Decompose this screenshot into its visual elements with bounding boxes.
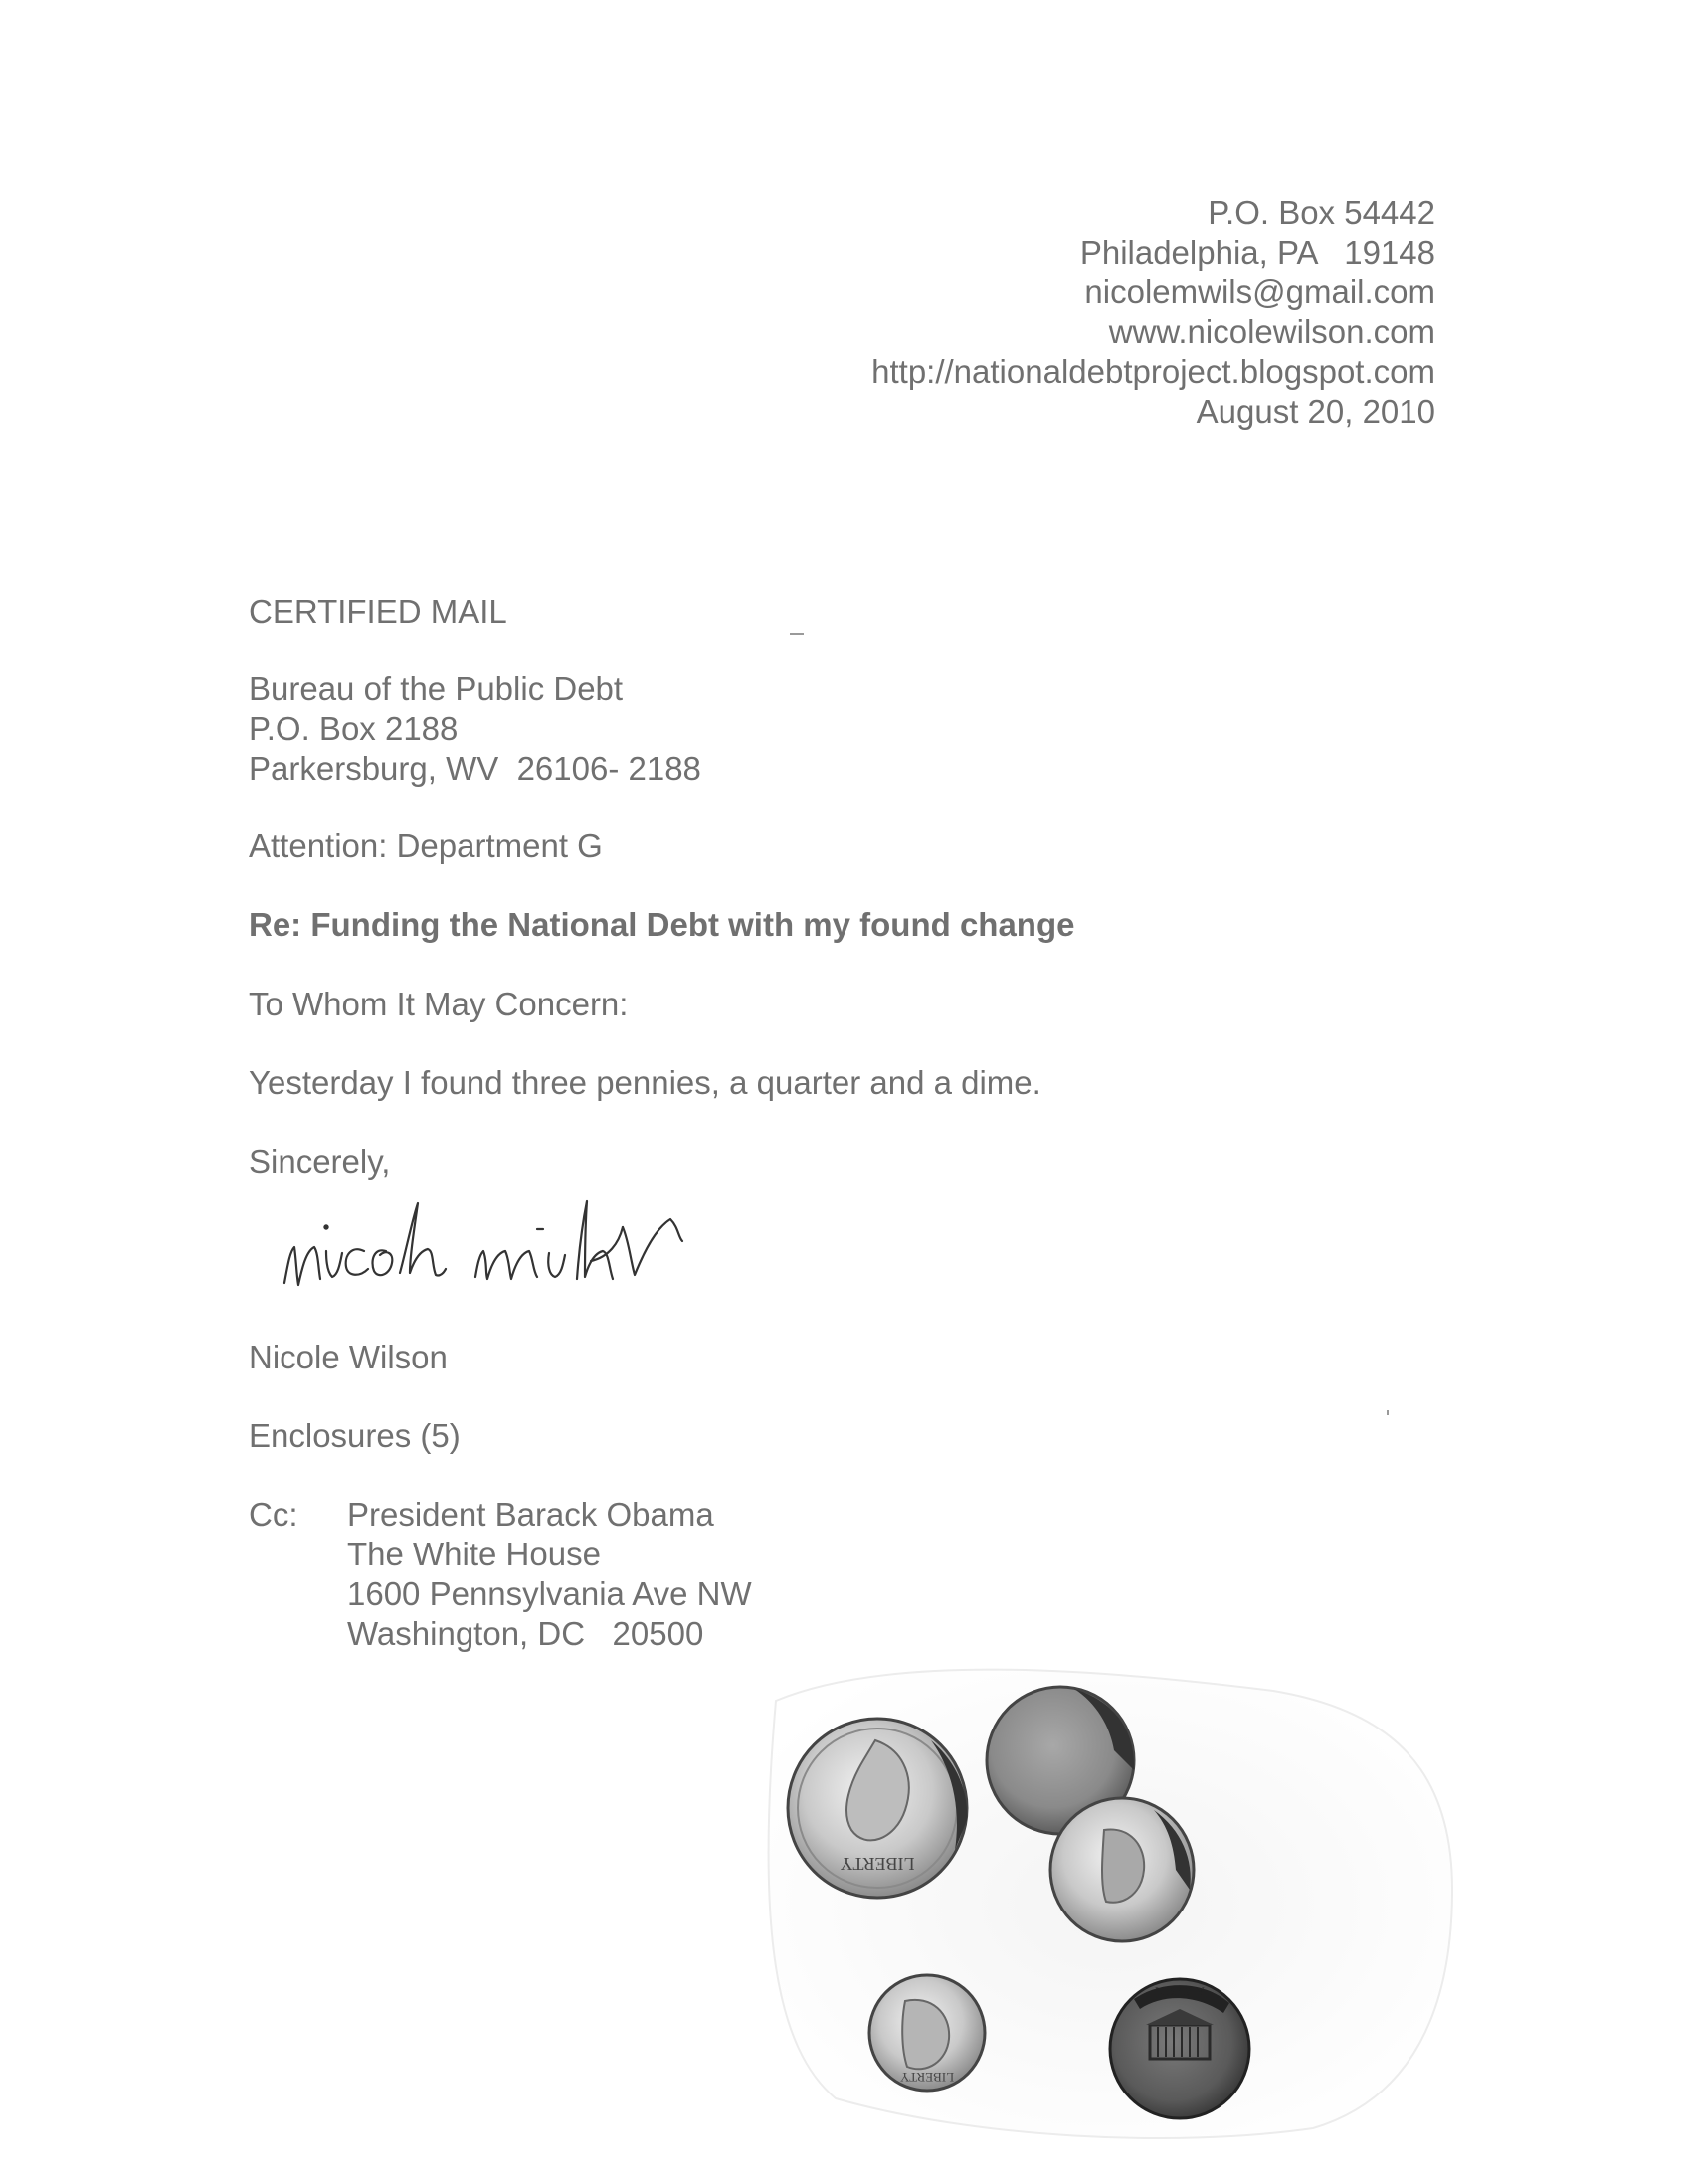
cc-org: The White House: [347, 1536, 601, 1572]
recipient-city-state-zip: Parkersburg, WV 26106- 2188: [249, 750, 701, 787]
recipient-po-box: P.O. Box 2188: [249, 710, 459, 747]
quarter-coin: [788, 1719, 967, 1898]
cc-address-block: [347, 1495, 752, 1654]
sender-city-state-zip: Philadelphia, PA 19148: [1079, 234, 1435, 271]
handwritten-signature: [281, 1182, 758, 1301]
scan-speck: [1387, 1410, 1389, 1415]
penny-coin-lincoln: [1050, 1798, 1194, 1941]
letter-date: August 20, 2010: [1196, 393, 1435, 430]
penny-inscription: LIBERTY: [1155, 1984, 1205, 1998]
recipient-name: Bureau of the Public Debt: [249, 670, 624, 707]
sender-website: www.nicolewilson.com: [1108, 313, 1435, 350]
dime-inscription: LIBERTY: [899, 2070, 955, 2085]
dime-coin: [869, 1975, 985, 2091]
cc-street: 1600 Pennsylvania Ave NW: [347, 1575, 752, 1612]
enclosures-line: Enclosures (5): [249, 1417, 461, 1454]
sender-email: nicolemwils@gmail.com: [1084, 273, 1435, 310]
cc-name: President Barack Obama: [347, 1496, 714, 1533]
recipient-address-block: [249, 669, 701, 789]
subject-line: Re: Funding the National Debt with my found change: [249, 906, 1075, 943]
letter-body: Yesterday I found three pennies, a quarter and a dime.: [249, 1064, 1041, 1101]
attention-line: Attention: Department G: [249, 827, 603, 864]
scan-speck: [790, 633, 804, 635]
enclosed-coins-image: [756, 1631, 1472, 2148]
signer-name: Nicole Wilson: [249, 1339, 448, 1375]
quarter-inscription: LIBERTY: [840, 1854, 915, 1874]
sender-blog-url: http://nationaldebtproject.blogspot.com: [871, 353, 1435, 390]
cc-city-state-zip: Washington, DC 20500: [347, 1615, 704, 1652]
sender-po-box: P.O. Box 54442: [1208, 194, 1435, 231]
penny-coin-memorial: [1110, 1979, 1249, 2118]
delivery-method: CERTIFIED MAIL: [249, 593, 507, 630]
salutation: To Whom It May Concern:: [249, 986, 629, 1022]
cc-label: Cc:: [249, 1496, 298, 1533]
sender-address-block: [871, 193, 1435, 432]
closing: Sincerely,: [249, 1143, 391, 1180]
